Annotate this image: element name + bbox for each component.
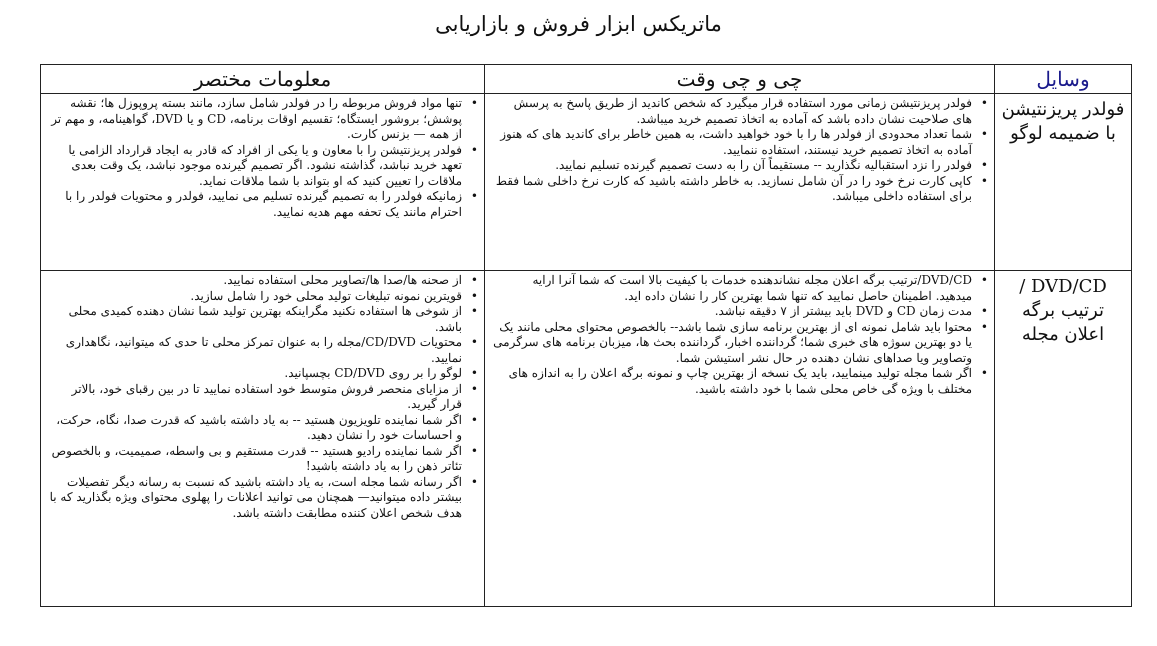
page-title: ماتریکس ابزار فروش و بازاریابی (435, 12, 722, 36)
list-item: • مدت زمان CD و DVD باید بیشتر از ۷ دقیقه نباشد. (493, 304, 972, 320)
header-tools: وسایل (995, 65, 1132, 94)
list-item: • کاپی کارت نرخ خود را در آن شامل نسازید. به خاطر داشته باشید که کارت نرخ داخلی شما فقط برای استفاده داخلی میباشد. (493, 174, 972, 205)
list-item: • اگر شما نماینده رادیو هستید -- قدرت مستقیم و بی واسطه، صمیمیت، و بالخصوص تئاتر ذهن را به یاد داشته باشید! (49, 444, 462, 475)
header-when: چی و چی وقت (485, 65, 995, 94)
list-item: • لوگو را بر روی CD/DVD بچسپانید. (49, 366, 462, 382)
table-row-presentation-folder (41, 94, 1132, 271)
tool-cell (995, 271, 1132, 607)
list-item: • فولدر پریزنتیشن را با معاون و یا یکی از افراد که قادر به ایجاد قرارداد الزامی یا تعهد خرید نباشد، گذاشته نشود. اگر تصمیم گیرنده موجود نباشد، یک وقت بعدی ملاقات را تعیین کنید که او بتواند با شما ملاقات نماید. (49, 143, 462, 190)
list-item: • اگر شما مجله تولید مینمایید، باید یک نسخه از بهترین چاپ و نمونه برگه اعلان را به اندازه های مختلف با ویژه گی خاص محلی شما با خود داشته باشید. (493, 366, 972, 397)
sales-tools-matrix (40, 64, 1132, 607)
info-list (41, 96, 484, 220)
tool-name: فولدر پریزنتیشن با ضمیمه لوگو (1001, 99, 1125, 144)
when-cell (485, 271, 995, 607)
info-cell (41, 94, 485, 271)
table-row-dvd-cd (41, 271, 1132, 607)
list-item: • تنها مواد فروش مربوطه را در فولدر شامل سازد، مانند بسته پروپوزل ها؛ نقشه پوشش؛ بروشور ایستگاه؛ تقسیم اوقات برنامه، CD و یا DVD، گواهینامه، و مهم تر از همه — بزنس کارت. (49, 96, 462, 143)
list-item: • DVD/CD/ترتیب برگه اعلان مجله نشاندهنده خدمات با کیفیت بالا است که شما آنرا ارایه میدهید. اطمینان حاصل نمایید که تنها شما بهترین کار را نشان داده اید. (493, 273, 972, 304)
list-item: • فولدر را نزد استقبالیه نگذارید -- مستقیماً آن را به دست تصمیم گیرنده تسلیم نمایید. (493, 158, 972, 174)
list-item: • فولدر پریزنتیشن زمانی مورد استفاده قرار میگیرد که شخص کاندید از طریق پاسخ به پرسش های صلاحیت نشان داده باشد که آماده به اتخاذ تصمیم خرید میباشد. (493, 96, 972, 127)
header-row (41, 65, 1132, 94)
info-cell (41, 271, 485, 607)
list-item: • از صحنه ها/صدا ها/تصاویر محلی استفاده نمایید. (49, 273, 462, 289)
header-info: معلومات مختصر (41, 65, 485, 94)
list-item: • اگر رسانه شما مجله است، به یاد داشته باشید که نسبت به رسانه دیگر تفصیلات بیشتر داده میتوانید— همچنان می توانید اعلانات را پهلوی محتوای ویژه بگذارید که با هدف شخص اعلان کننده مطابقت داشته باشد. (49, 475, 462, 522)
tool-name: DVD/CD / ترتیب برگه اعلان مجله (1019, 276, 1107, 345)
tool-cell (995, 94, 1132, 271)
list-item: • از شوخی ها استفاده نکنید مگراینکه بهترین تولید شما نشان دهنده کمیدی محلی باشد. (49, 304, 462, 335)
list-item: • زمانیکه فولدر را به تصمیم گیرنده تسلیم می نمایید، فولدر و محتویات فولدر را با احترام مانند یک تحفه مهم هدیه نمایید. (49, 189, 462, 220)
when-list (485, 96, 994, 205)
list-item: • محتویات CD/DVD/مجله را به عنوان تمرکز محلی تا حدی که میتوانید، نگاهداری نمایید. (49, 335, 462, 366)
when-cell (485, 94, 995, 271)
list-item: • اگر شما نماینده تلویزیون هستید -- به یاد داشته باشید که قدرت صدا، نگاه، حرکت، و احساسات خود را نشان دهید. (49, 413, 462, 444)
list-item: • شما تعداد محدودی از فولدر ها را با خود خواهید داشت، به همین خاطر برای کاندید های که هنوز آماده به اتخاذ تصمیم خرید نیستند، استفاده ننمایید. (493, 127, 972, 158)
list-item: • محتوا باید شامل نمونه ای از بهترین برنامه سازی شما باشد-- بالخصوص محتوای محلی مانند یک یا دو بهترین سوژه های خبری شما؛ گرداننده اخبار، گرداننده بحث ها، میزبان برنامه های سرگرمی وتصاویر ویا صداهای نشان دهنده در حال نشر استیشن شما. (493, 320, 972, 367)
list-item: • قویترین نمونه تبلیغات تولید محلی خود را شامل سازید. (49, 289, 462, 305)
when-list (485, 273, 994, 397)
list-item: • از مزایای منحصر فروش متوسط خود استفاده نمایید تا در بین رقبای خود، بالاتر قرار گیرید. (49, 382, 462, 413)
info-list (41, 273, 484, 521)
